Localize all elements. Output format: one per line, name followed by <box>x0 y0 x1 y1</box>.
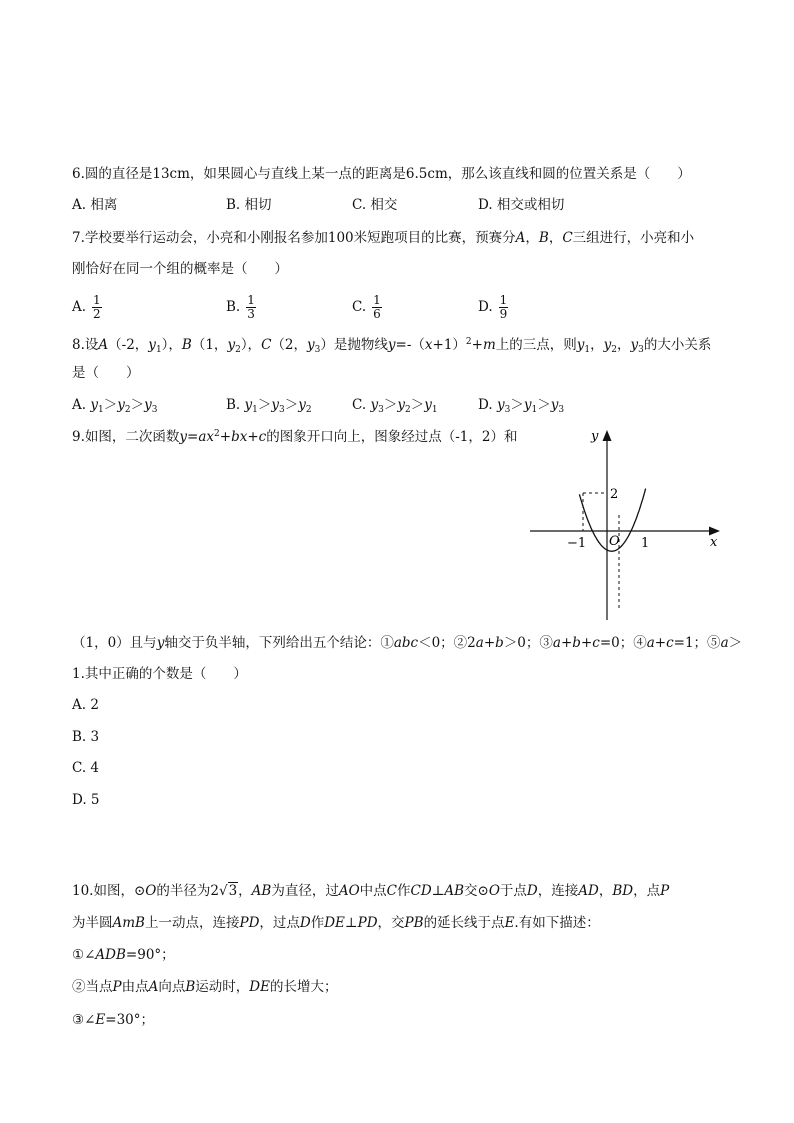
q10-item-3: ③∠E=30°； <box>72 1012 155 1028</box>
q8-option-c[interactable]: C. $y_3>y_2>y_1$ <box>352 397 438 415</box>
origin-label: O <box>609 534 620 549</box>
x-axis-label: x <box>710 535 718 550</box>
q7-options <box>72 294 722 324</box>
q7-option-d[interactable]: D. $\frac{1}{9}$ <box>478 293 508 321</box>
q8-stem-line1: 8.设A（-2，$y_1$），B（1，$y_2$），C（2，$y_3$）是抛物线$y=-(x+1)^2+m$上的三点，则$y_1$，$y_2$，$y_3$的大小关系 <box>72 337 712 355</box>
q9-option-b[interactable]: B. 3 <box>72 729 100 745</box>
q8-stem-line2: 是（ ） <box>72 365 140 381</box>
q8-option-a[interactable]: A. $y_1>y_2>y_3$ <box>72 397 158 415</box>
q6-option-d[interactable]: D. 相交或相切 <box>478 197 565 213</box>
q8-option-d[interactable]: D. $y_3>y_1>y_3$ <box>478 397 565 415</box>
q8-options <box>72 396 722 414</box>
q7-option-a[interactable]: A. $\frac{1}{2}$ <box>72 293 101 321</box>
y-axis-label: y <box>591 429 599 444</box>
x-tick-minus-one: −1 <box>567 536 587 551</box>
q9-stem-line1: 9.如图，二次函数$y=ax^2+bx+c$的图象开口向上，图象经过点（-1，2）和 <box>72 429 518 445</box>
q6-options <box>72 196 722 214</box>
y-axis-arrow-icon <box>603 430 612 441</box>
q8-option-b[interactable]: B. $y_1>y_3>y_2$ <box>226 397 312 415</box>
q10-item-1: ①∠ADB=90°； <box>72 947 175 963</box>
q6-option-b[interactable]: B. 相切 <box>226 197 272 213</box>
q7-option-b[interactable]: B. $\frac{1}{3}$ <box>226 293 255 321</box>
q7-stem-line1: 7.学校要举行运动会，小亮和小刚报名参加100米短跑项目的比赛，预赛分A，B，C三组进行，小亮和小 <box>72 230 695 246</box>
q9-stem-line2: （1，0）且与y轴交于负半轴，下列给出五个结论：①abc＜0；②2a+b＞0；③a+b+c=0；④a+c=1；⑤a＞ <box>72 635 743 651</box>
q9-option-d[interactable]: D. 5 <box>72 792 100 808</box>
q7-option-c[interactable]: C. $\frac{1}{6}$ <box>352 293 381 321</box>
q9-stem-line3: 1.其中正确的个数是（ ） <box>72 666 247 682</box>
q7-stem-line2: 刚恰好在同一个组的概率是（ ） <box>72 261 288 277</box>
q9-option-a[interactable]: A. 2 <box>72 697 99 713</box>
q9-parabola-graph <box>525 425 725 625</box>
q10-stem-line2: 为半圆AmB上一动点，连接PD，过点D作DE⊥PD，交PB的延长线于点E.有如下描述： <box>72 915 600 931</box>
q9-option-c[interactable]: C. 4 <box>72 760 100 776</box>
q6-option-a[interactable]: A. 相离 <box>72 197 118 213</box>
q10-stem-line1: 10.如图，⊙O的半径为2√3，AB为直径，过AO中点C作CD⊥AB交⊙O于点D，连接AD，BD，点P <box>72 883 670 899</box>
q6-stem: 6.圆的直径是13cm，如果圆心与直线上某一点的距离是6.5cm，那么该直线和圆的位置关系是（ ） <box>72 166 691 182</box>
q6-option-c[interactable]: C. 相交 <box>352 197 398 213</box>
y-tick-two: 2 <box>610 487 619 502</box>
x-tick-one: 1 <box>641 536 650 551</box>
q10-item-2: ②当点P由点A向点B运动时，DE的长增大； <box>72 979 338 995</box>
